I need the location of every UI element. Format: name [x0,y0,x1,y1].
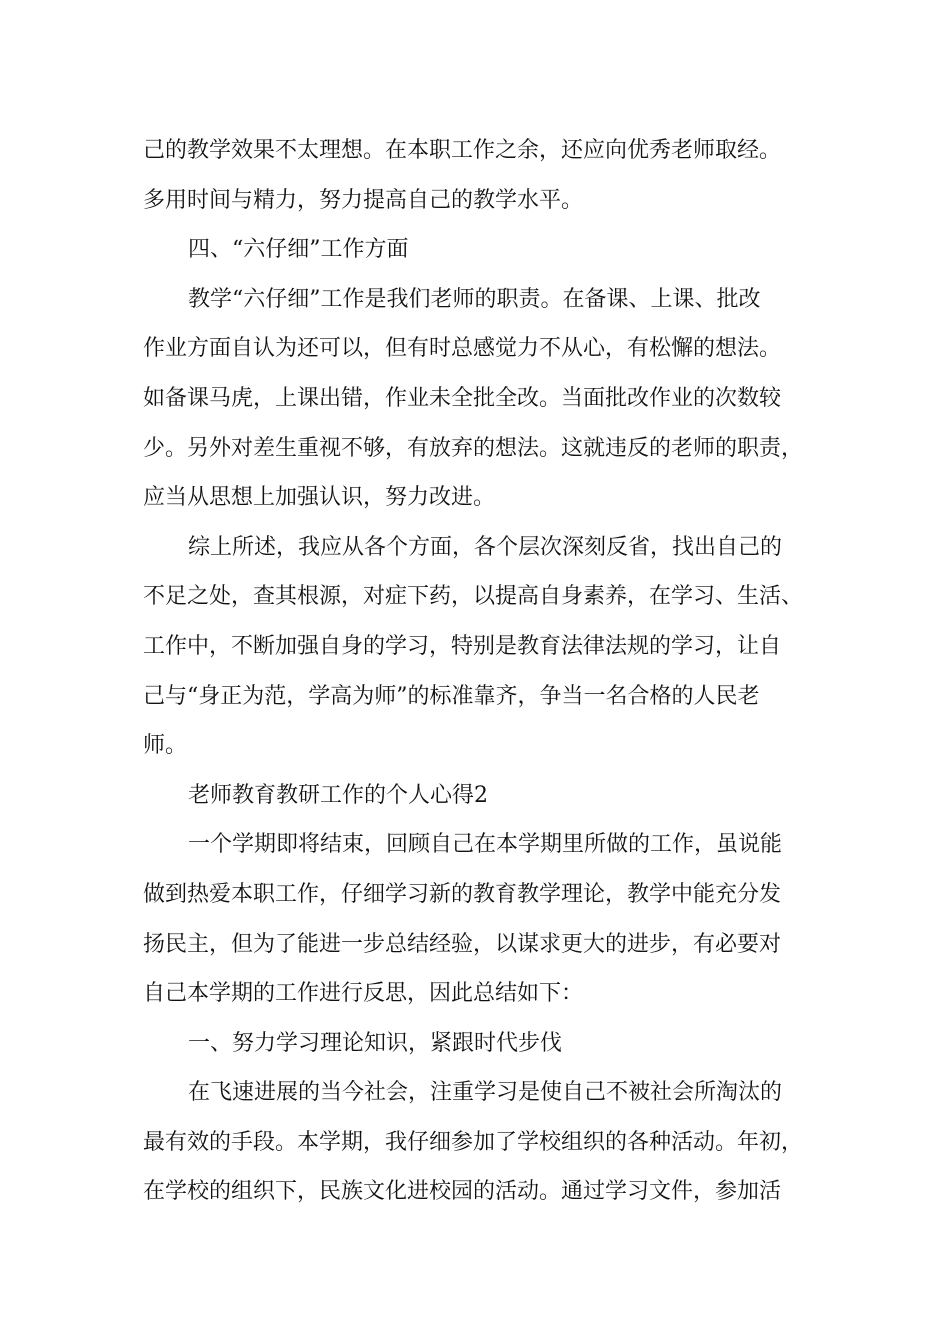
text-line: 工作中，不断加强自身的学习，特别是教育法律法规的学习，让自 [143,633,782,659]
text-line: 己与“身正为范，学高为师”的标准靠齐，争当一名合格的人民老 [143,683,760,709]
text-line: 教学“六仔细”工作是我们老师的职责。在备课、上课、批改 [188,286,761,312]
text-line: 多用时间与精力，努力提高自己的教学水平。 [143,187,584,213]
text-line: 最有效的手段。本学期，我仔细参加了学校组织的各种活动。年初， [143,1129,804,1155]
text-line: 在飞速进展的当今社会，注重学习是使自己不被社会所淘汰的 [188,1080,783,1106]
text-line: 作业方面自认为还可以，但有时总感觉力不从心，有松懈的想法。 [143,336,782,362]
text-line: 少。另外对差生重视不够，有放弃的想法。这就违反的老师的职责， [143,435,804,461]
text-line: 应当从思想上加强认识，努力改进。 [143,485,496,511]
article-title: 老师教育教研工作的个人心得2 [188,782,488,808]
text-line: 己的教学效果不太理想。在本职工作之余，还应向优秀老师取经。 [143,138,782,163]
text-line: 扬民主，但为了能进一步总结经验，以谋求更大的进步，有必要对 [143,931,782,957]
text-line: 一个学期即将结束，回顾自己在本学期里所做的工作，虽说能 [188,832,783,858]
section-heading: 一、努力学习理论知识，紧跟时代步伐 [188,1030,563,1056]
text-line: 如备课马虎，上课出错，作业未全批全改。当面批改作业的次数较 [143,385,782,411]
document-body [143,126,815,1217]
text-line: 师。 [143,733,188,759]
text-line: 不足之处，查其根源，对症下药，以提高自身素养，在学习、生活、 [143,584,804,610]
text-line: 做到热爱本职工作，仔细学习新的教育教学理论，教学中能充分发 [143,881,782,907]
text-line: 综上所述，我应从各个方面，各个层次深刻反省，找出自己的 [188,534,783,560]
text-line: 自己本学期的工作进行反思，因此总结如下： [143,981,584,1007]
text-line: 在学校的组织下，民族文化进校园的活动。通过学习文件，参加活 [143,1179,782,1205]
section-heading: 四、“六仔细”工作方面 [188,237,409,263]
